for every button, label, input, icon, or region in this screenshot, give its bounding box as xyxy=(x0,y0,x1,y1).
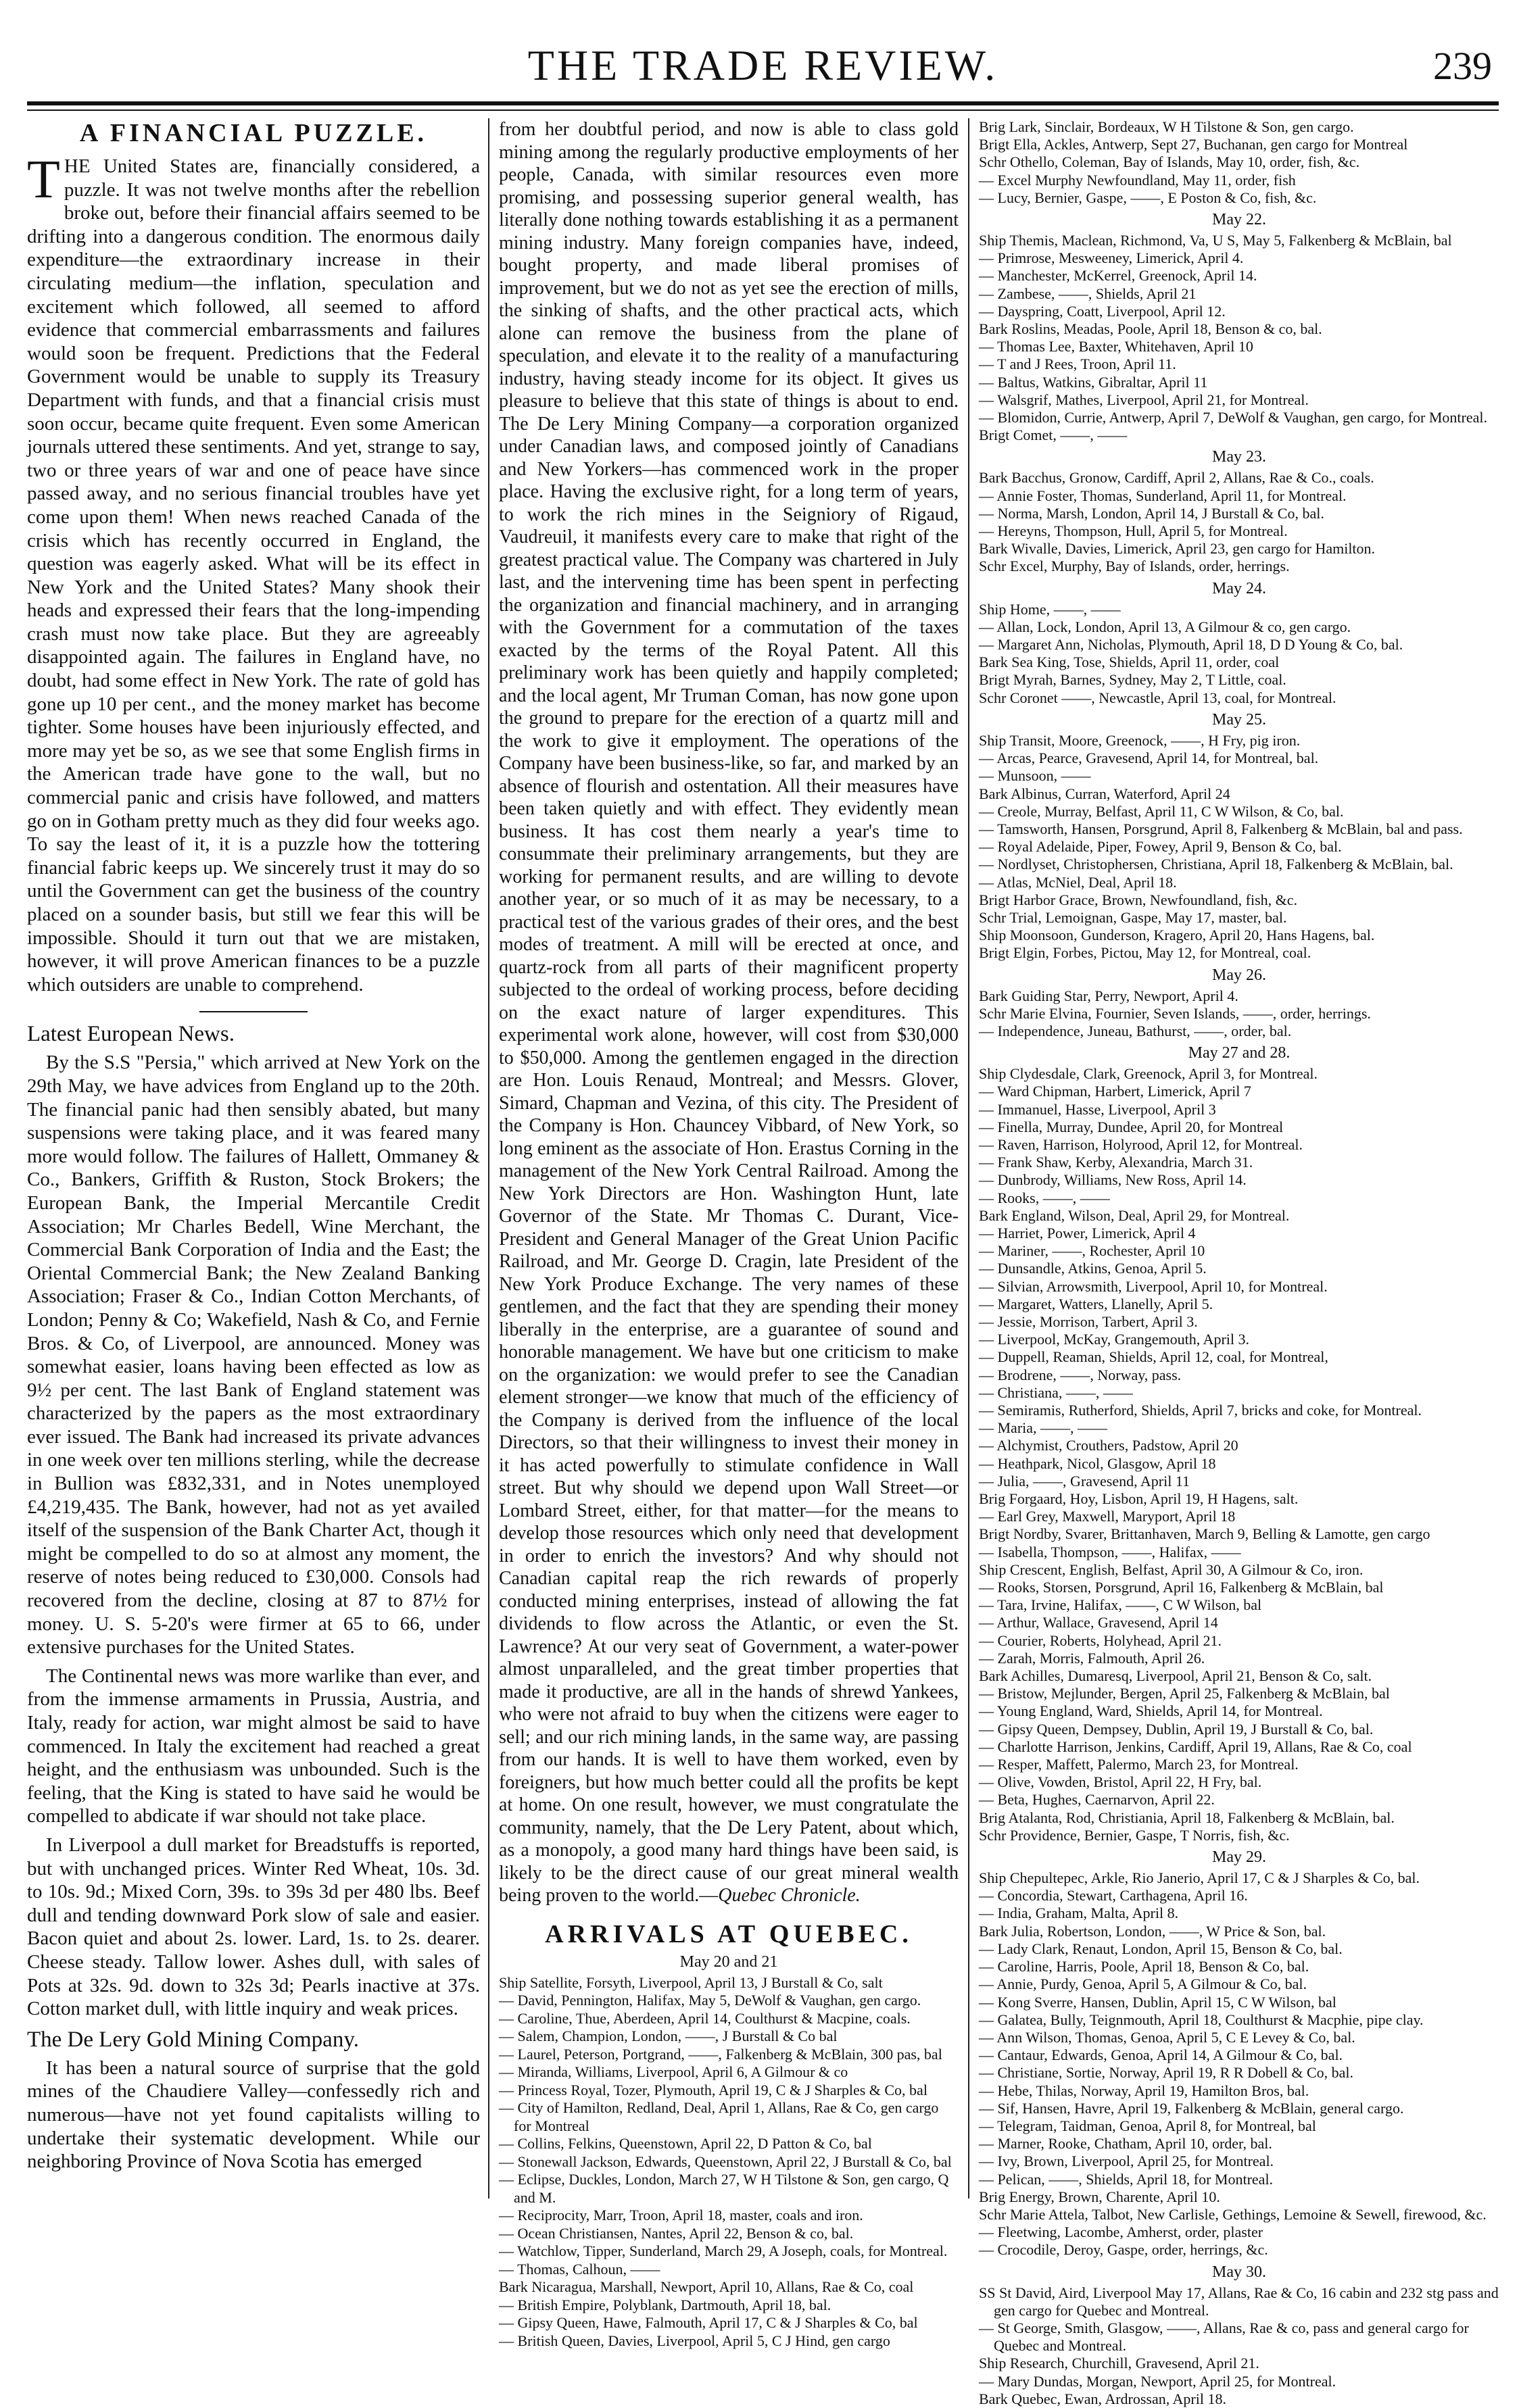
ship-arrival-entry: — Lady Clark, Renaut, London, April 15, Benson & Co, bal. xyxy=(979,1940,1343,1957)
ship-arrival-entry: — Stonewall Jackson, Edwards, Queenstown, April 22, J Burstall & Co, bal xyxy=(499,2153,952,2170)
ship-arrival-entry: Ship Satellite, Forsyth, Liverpool, April 13, J Burstall & Co, salt xyxy=(499,1973,883,1991)
ship-arrival-entry: Bark Roslins, Meadas, Poole, April 18, Benson & co, bal. xyxy=(979,320,1322,338)
ship-arrival-entry: — Isabella, Thompson, ——, Halifax, —— xyxy=(979,1543,1241,1561)
ship-arrival-entry: Brigt Myrah, Barnes, Sydney, May 2, T Little, coal. xyxy=(979,671,1286,689)
page-number: 239 xyxy=(1433,44,1492,88)
ship-arrival-entry: Ship Moonsoon, Gunderson, Kragero, April 20, Hans Hagens, bal. xyxy=(979,927,1375,944)
column-divider xyxy=(488,118,489,2198)
ship-arrival-entry: — Laurel, Peterson, Portgrand, ——, Falkenberg & McBlain, 300 pas, bal xyxy=(499,2045,942,2063)
date-heading: May 24. xyxy=(1212,579,1266,597)
ship-arrival-entry: — Arthur, Wallace, Gravesend, April 14 xyxy=(979,1614,1218,1631)
ship-arrival-entry: — Primrose, Mesweeney, Limerick, April 4. xyxy=(979,249,1244,267)
ship-arrival-entry: Schr Trial, Lemoignan, Gaspe, May 17, master, bal. xyxy=(979,908,1287,926)
ship-arrival-entry: — Margaret Ann, Nicholas, Plymouth, April 18, D D Young & Co, bal. xyxy=(979,636,1403,654)
ship-arrival-entry: Bark Nicaragua, Marshall, Newport, April 10, Allans, Rae & Co, coal xyxy=(499,2278,914,2295)
ship-arrival-entry: — Caroline, Harris, Poole, April 18, Benson & Co, bal. xyxy=(979,1958,1309,1975)
ship-list xyxy=(979,118,1499,207)
ship-arrival-entry: Bark Julia, Robertson, London, ——, W Price & Son, bal. xyxy=(979,1922,1326,1940)
ship-arrival-entry: — Telegram, Taidman, Genoa, April 8, for Montreal, bal xyxy=(979,2117,1316,2134)
ship-list xyxy=(979,732,1499,962)
column-1 xyxy=(27,118,480,2198)
ship-arrival-entry: — Heathpark, Nicol, Glasgow, April 18 xyxy=(979,1454,1216,1472)
ship-arrival-entry: — Caroline, Thue, Aberdeen, April 14, Coulthurst & Macpine, coals. xyxy=(499,2009,911,2027)
ship-arrival-entry: Schr Othello, Coleman, Bay of Islands, May 10, order, fish, &c. xyxy=(979,153,1360,171)
ship-arrival-entry: — Hereyns, Thompson, Hull, April 5, for Montreal. xyxy=(979,522,1288,540)
ship-list xyxy=(499,1974,959,2351)
ship-list xyxy=(979,1869,1499,2259)
ship-arrival-entry: — Tamsworth, Hansen, Porsgrund, April 8, Falkenberg & McBlain, bal and pass. xyxy=(979,820,1463,837)
ship-arrival-entry: — Dunsandle, Atkins, Genoa, April 5. xyxy=(979,1260,1207,1277)
date-heading: May 23. xyxy=(1212,448,1266,466)
ship-arrival-entry: Schr Marie Elvina, Fournier, Seven Islands, ——, order, herrings. xyxy=(979,1004,1371,1022)
ship-arrival-entry: — Hebe, Thilas, Norway, April 19, Hamilton Bros, bal. xyxy=(979,2082,1309,2099)
page-header xyxy=(27,41,1499,101)
ship-arrival-entry: — Ward Chipman, Harbert, Limerick, April 7 xyxy=(979,1083,1251,1100)
ship-arrival-entry: — Blomidon, Currie, Antwerp, April 7, DeWolf & Vaughan, gen cargo, for Montreal. xyxy=(979,409,1488,426)
ship-arrival-entry: Brig Energy, Brown, Charente, April 10. xyxy=(979,2188,1220,2205)
ship-arrival-entry: — Ann Wilson, Thomas, Genoa, April 5, C E Levey & Co, bal. xyxy=(979,2028,1355,2046)
ship-arrival-entry: Brigt Harbor Grace, Brown, Newfoundland, fish, &c. xyxy=(979,891,1298,908)
article-paragraph xyxy=(499,118,959,1907)
ship-arrival-entry: — Julia, ——, Gravesend, April 11 xyxy=(979,1472,1190,1490)
ship-arrival-entry: — Tara, Irvine, Halifax, ——, C W Wilson, bal xyxy=(979,1596,1262,1614)
ship-arrival-entry: — Ivy, Brown, Liverpool, April 25, for Montreal. xyxy=(979,2153,1274,2170)
ship-arrival-entry: Ship Clydesdale, Clark, Greenock, April 3, for Montreal. xyxy=(979,1065,1318,1083)
ship-list xyxy=(979,601,1499,707)
ship-arrival-entry: — St George, Smith, Glasgow, ——, Allans, Rae & co, pass and general cargo for Quebec and Montreal. xyxy=(979,2319,1469,2355)
publication-title: THE TRADE REVIEW. xyxy=(527,41,998,89)
ship-arrival-entry: — Kong Sverre, Hansen, Dublin, April 15, C W Wilson, bal xyxy=(979,1993,1336,2011)
ship-arrival-entry: — Watchlow, Tipper, Sunderland, March 29, A Joseph, coals, for Montreal. xyxy=(499,2242,948,2259)
ship-arrival-entry: — Silvian, Arrowsmith, Liverpool, April 10, for Montreal. xyxy=(979,1277,1328,1295)
ship-arrival-entry: Ship Chepultepec, Arkle, Rio Janerio, April 17, C & J Sharples & Co, bal. xyxy=(979,1869,1420,1887)
ship-list xyxy=(979,2284,1499,2408)
ship-arrival-entry: — Gipsy Queen, Hawe, Falmouth, April 17, C & J Sharples & Co, bal xyxy=(499,2314,918,2331)
article-paragraph: In Liverpool a dull market for Breadstuffs is reported, but with unchanged prices. Winter Red Wheat, 10s. 3d. to 10s. 9d.; Mixed Corn, 39s. to 39s 3d per 480 lbs. Beef dull and tending downward Pork slow of sale and easier. Bacon quiet and about 2s. lower. Lard, 1s. to 2s. dearer. Cheese steady. Tallow lower. Ashes dull, with sales of Pots at 32s. 9d. down to 32s 3d; Pearls inactive at 37s. Cotton market dull, with little inquiry and weak prices. xyxy=(27,1834,480,2020)
ship-arrival-entry: — Semiramis, Rutherford, Shields, April 7, bricks and coke, for Montreal. xyxy=(979,1402,1422,1419)
ship-arrival-entry: — Earl Grey, Maxwell, Maryport, April 18 xyxy=(979,1508,1236,1525)
ship-arrival-entry: — Eclipse, Duckles, London, March 27, W H Tilstone & Son, gen cargo, Q and M. xyxy=(499,2171,949,2206)
ship-arrival-entry: — India, Graham, Malta, April 8. xyxy=(979,1905,1179,1922)
header-rule xyxy=(27,101,1499,105)
ship-arrival-entry: — Brodrene, ——, Norway, pass. xyxy=(979,1366,1182,1383)
ship-arrival-entry: Ship Research, Churchill, Gravesend, April 21. xyxy=(979,2355,1259,2372)
ship-arrival-entry: — Thomas Lee, Baxter, Whitehaven, April 10 xyxy=(979,338,1253,355)
ship-arrival-entry: — Ocean Christiansen, Nantes, April 22, Benson & co, bal. xyxy=(499,2224,854,2242)
column-divider xyxy=(968,118,969,2198)
ship-arrival-entry: — Olive, Vowden, Bristol, April 22, H Fry, bal. xyxy=(979,1773,1262,1791)
ship-arrival-entry: — Finella, Murray, Dundee, April 20, for Montreal xyxy=(979,1118,1284,1135)
ship-arrival-entry: — Cantaur, Edwards, Genoa, April 14, A Gilmour & Co, bal. xyxy=(979,2046,1343,2064)
ship-arrival-entry: Ship Transit, Moore, Greenock, ——, H Fry, pig iron. xyxy=(979,731,1301,749)
ship-arrival-entry: — Atlas, McNiel, Deal, April 18. xyxy=(979,873,1177,891)
article-source: Quebec Chronicle. xyxy=(718,1885,861,1906)
ship-arrival-entry: Bark England, Wilson, Deal, April 29, for Montreal. xyxy=(979,1206,1290,1224)
drop-cap: T xyxy=(27,150,60,210)
ship-arrival-entry: Schr Coronet ——, Newcastle, April 13, coal, for Montreal. xyxy=(979,689,1336,706)
ship-arrival-entry: Bark Sea King, Tose, Shields, April 11, order, coal xyxy=(979,654,1280,671)
ship-arrival-entry: — Resper, Maffett, Palermo, March 23, for Montreal. xyxy=(979,1756,1299,1773)
ship-list xyxy=(979,987,1499,1041)
ship-arrival-entry: — Fleetwing, Lacombe, Amherst, order, plaster xyxy=(979,2223,1263,2241)
ship-arrival-entry: — City of Hamilton, Redland, Deal, April 1, Allans, Rae & Co, gen cargo for Montreal xyxy=(499,2099,939,2134)
ship-arrival-entry: Brigt Elgin, Forbes, Pictou, May 12, for Montreal, coal. xyxy=(979,944,1311,962)
ship-arrival-entry: — Young England, Ward, Shields, April 14, for Montreal. xyxy=(979,1702,1323,1720)
section-heading: Latest European News. xyxy=(27,1022,235,1047)
ship-arrival-entry: — Dayspring, Coatt, Liverpool, April 12. xyxy=(979,302,1226,320)
ship-arrival-entry: — Immanuel, Hasse, Liverpool, April 3 xyxy=(979,1100,1216,1118)
ship-arrival-entry: — Princess Royal, Tozer, Plymouth, April 19, C & J Sharples & Co, bal xyxy=(499,2081,927,2098)
ship-arrival-entry: Ship Themis, Maclean, Richmond, Va, U S, May 5, Falkenberg & McBlain, bal xyxy=(979,232,1452,249)
date-heading: May 30. xyxy=(1212,2263,1266,2281)
ship-arrival-entry: — Zarah, Morris, Falmouth, April 26. xyxy=(979,1649,1205,1667)
ship-arrival-entry: — Arcas, Pearce, Gravesend, April 14, for Montreal, bal. xyxy=(979,750,1319,767)
ship-arrival-entry: — Creole, Murray, Belfast, April 11, C W Wilson, & Co, bal. xyxy=(979,802,1344,820)
ship-arrival-entry: Bark Quebec, Ewan, Ardrossan, April 18. xyxy=(979,2390,1226,2407)
ship-arrival-entry: — Liverpool, McKay, Grangemouth, April 3. xyxy=(979,1331,1249,1348)
header-rule-thin xyxy=(27,109,1499,111)
ship-arrival-entry: Ship Crescent, English, Belfast, April 30, A Gilmour & Co, iron. xyxy=(979,1561,1364,1578)
ship-arrival-entry: — British Queen, Davies, Liverpool, April 5, C J Hind, gen cargo xyxy=(499,2332,890,2349)
ship-arrival-entry: — Jessie, Morrison, Tarbert, April 3. xyxy=(979,1312,1198,1330)
ship-arrival-entry: — Allan, Lock, London, April 13, A Gilmour & co, gen cargo. xyxy=(979,618,1351,635)
ship-arrival-entry: — Mary Dundas, Morgan, Newport, April 25, for Montreal. xyxy=(979,2372,1336,2390)
ship-arrival-entry: — Harriet, Power, Limerick, April 4 xyxy=(979,1224,1196,1242)
ship-arrival-entry: — Christiane, Sortie, Norway, April 19, R R Dobell & Co, bal. xyxy=(979,2064,1354,2082)
ship-arrival-entry: Brig Atalanta, Rod, Christiania, April 18, Falkenberg & McBlain, bal. xyxy=(979,1809,1395,1826)
article-text: HE United States are, financially considered, a puzzle. It was not twelve months after the rebellion broke out, before their financial affairs seemed to be drifting into a dangerous condition. The enormous daily expenditure—the extraordinary increase in their circulating medium—the inflation, speculation and excitement which followed, all seemed to afford evidence that commercial embarrassments and failures would soon be frequent. Predictions that the Federal Government would be unable to supply its Treasury Department with funds, and that a financial crisis must soon occur, became quite frequent. Even some American journals uttered these sentiments. And yet, strange to say, two or three years of war and one of peace have since passed away, and no serious financial troubles have yet come upon them! When news reached Canada of the crisis which has recently occurred in England, the question was eagerly asked. What will be its effect in New York and the United States? Many shook their heads and expressed their fears that the long-impending crash must now take place. But they are agreeably disappointed again. The failures in England have, no doubt, had some effect in New York. The rate of gold has gone up 10 per cent., and the money market has become tighter. Some houses have been injuriously effected, and more may yet be so, as we see that some English firms in the American trade have gone to the wall, but no commercial panic and crisis have followed, and matters go on in Gotham pretty much as they did four weeks ago. To say the least of it, it is a puzzle how the tottering financial fabric keeps up. We sincerely trust it may do so until the Government can get the business of the country placed on a sounder basis, but still we fear this will be impossible. Should it turn out that we are mistaken, however, it will prove American finances to be a puzzle which outsiders are unable to comprehend. xyxy=(27,155,480,996)
date-heading: May 27 and 28. xyxy=(1188,1044,1291,1062)
ship-arrival-entry: Brig Forgaard, Hoy, Lisbon, April 19, H Hagens, salt. xyxy=(979,1490,1299,1508)
date-heading: May 29. xyxy=(1212,1848,1266,1867)
ship-arrival-entry: — Norma, Marsh, London, April 14, J Burstall & Co, bal. xyxy=(979,504,1324,522)
ship-arrival-entry: — Rooks, Storsen, Porsgrund, April 16, Falkenberg & McBlain, bal xyxy=(979,1579,1384,1596)
ship-arrival-entry: — Concordia, Stewart, Carthagena, April 16. xyxy=(979,1887,1248,1905)
ship-arrival-entry: Schr Excel, Murphy, Bay of Islands, order, herrings. xyxy=(979,558,1290,575)
ship-arrival-entry: Schr Marie Attela, Talbot, New Carlisle, Gethings, Lemoine & Sewell, firewood, &c. xyxy=(979,2205,1487,2223)
ship-arrival-entry: — Annie, Purdy, Genoa, April 5, A Gilmour & Co, bal. xyxy=(979,1975,1307,1993)
column-3 xyxy=(979,118,1499,2407)
ship-arrival-entry: — Sif, Hansen, Havre, April 19, Falkenberg & McBlain, general cargo. xyxy=(979,2099,1404,2117)
ship-arrival-entry: — Reciprocity, Marr, Troon, April 18, master, coals and iron. xyxy=(499,2207,863,2223)
ship-arrival-entry: — T and J Rees, Troon, April 11. xyxy=(979,355,1176,373)
ship-arrival-entry: — Walsgrif, Mathes, Liverpool, April 21, for Montreal. xyxy=(979,391,1309,408)
ship-arrival-entry: — Excel Murphy Newfoundland, May 11, order, fish xyxy=(979,171,1296,189)
ship-arrival-entry: — Maria, ——, —— xyxy=(979,1419,1108,1437)
ship-arrival-entry: — Charlotte Harrison, Jenkins, Cardiff, April 19, Allans, Rae & Co, coal xyxy=(979,1738,1412,1755)
ship-arrival-entry: Bark Achilles, Dumaresq, Liverpool, April 21, Benson & Co, salt. xyxy=(979,1667,1372,1685)
ship-arrival-entry: — Nordlyset, Christophersen, Christiana, April 18, Falkenberg & McBlain, bal. xyxy=(979,856,1453,873)
ship-list xyxy=(979,1065,1499,1844)
article-heading: A FINANCIAL PUZZLE. xyxy=(79,119,428,147)
ship-list xyxy=(979,469,1499,575)
ship-arrival-entry: — Alchymist, Crouthers, Padstow, April 20 xyxy=(979,1437,1238,1454)
ship-arrival-entry: — Bristow, Mejlunder, Bergen, April 25, Falkenberg & McBlain, bal xyxy=(979,1685,1390,1702)
section-heading: The De Lery Gold Mining Company. xyxy=(27,2027,359,2052)
ship-arrival-entry: — Dunbrody, Williams, New Ross, April 14. xyxy=(979,1171,1247,1189)
ship-arrival-entry: — Gipsy Queen, Dempsey, Dublin, April 19, J Burstall & Co, bal. xyxy=(979,1720,1374,1738)
ship-arrival-entry: — Independence, Juneau, Bathurst, ——, order, bal. xyxy=(979,1022,1292,1039)
ship-arrival-entry: — Frank Shaw, Kerby, Alexandria, March 31. xyxy=(979,1154,1253,1171)
ship-arrival-entry: — David, Pennington, Halifax, May 5, DeWolf & Vaughan, gen cargo. xyxy=(499,1992,921,2009)
ship-arrival-entry: Brig Lark, Sinclair, Bordeaux, W H Tilstone & Son, gen cargo. xyxy=(979,118,1354,135)
ship-arrival-entry: — Mariner, ——, Rochester, April 10 xyxy=(979,1242,1205,1260)
ship-arrival-entry: — Collins, Felkins, Queenstown, April 22, D Patton & Co, bal xyxy=(499,2135,872,2152)
ship-arrival-entry: — Royal Adelaide, Piper, Fowey, April 9, Benson & Co, bal. xyxy=(979,838,1342,856)
ship-arrival-entry: — Christiana, ——, —— xyxy=(979,1383,1133,1401)
article-paragraph xyxy=(27,150,480,996)
ship-list xyxy=(979,232,1499,444)
ship-arrival-entry: Bark Guiding Star, Perry, Newport, April 4. xyxy=(979,987,1238,1004)
ship-arrival-entry: Bark Wivalle, Davies, Limerick, April 23, gen cargo for Hamilton. xyxy=(979,540,1376,558)
article-paragraph: By the S.S "Persia," which arrived at New York on the 29th May, we have advices from England up to the 20th. The financial panic had then sensibly abated, but many suspensions were taking place, and it was feared many more would follow. The failures of Hallett, Ommaney & Co., Bankers, Griffith & Ruston, Stock Brokers; the European Bank, the Imperial Mercantile Credit Association; Mr Charles Bedell, Wine Merchant, the Commercial Bank Corporation of India and the East; the Oriental Commercial Bank; the New Zealand Banking Association; Fraser & Co., Indian Cotton Merchants, of London; Penny & Co; Wakefield, Nash & Co, and Fernie Bros. & Co, of Liverpool, are announced. Money was somewhat easier, loans having been effected as low as 9½ per cent. The last Bank of England statement was characterized by the papers as the most extraordinary ever issued. The Bank had increased its private advances in one week over ten millions sterling, while the decrease in Bullion was £832,331, and in Notes unemployed £4,219,435. The Bank, however, had not as yet availed itself of the suspension of the Bank Charter Act, though it might be compelled to do so at almost any moment, the reserve of notes being reduced to £30,000. Consols had recovered from the decline, closing at 87 to 87½ for money. U. S. 5-20's were firmer at 65 to 66, under extensive purchases for the United States. xyxy=(27,1052,480,1658)
ship-arrival-entry: Brigt Ella, Ackles, Antwerp, Sept 27, Buchanan, gen cargo for Montreal xyxy=(979,136,1408,153)
article-text: from her doubtful period, and now is able to class gold mining among the regularly productive employments of her people, Canada, with similar resources even more promising, and possessing superior general wealth, has literally done nothing towards establishing it as a permanent mining industry. Many foreign companies have, indeed, bought property, and made liberal promises of improvement, but we do not as yet see the erection of mills, the sinking of shafts, and the other practical acts, which alone can remove the business from the plane of speculation, and elevate it to the reality of a manufacturing industry, having steady income for its object. It gives us pleasure to believe that this state of things is about to end. The De Lery Mining Company—a corporation organized under Canadian laws, and composed jointly of Canadians and New Yorkers—has commenced work in the proper place. Having the exclusive right, for a long term of years, to work the rich mines in the Seigniory of Rigaud, Vaudreuil, it manifests every care to make that right of the greatest practical value. The Company was chartered in July last, and the intervening time has been spent in perfecting the organization and financial machinery, and in arranging with the Government for a commutation of the taxes exacted by the terms of the Royal Patent. All this preliminary work has been quietly and happily completed; and the local agent, Mr Truman Coman, has now gone upon the ground to prepare for the erection of a quartz mill and the work to give it employment. The operations of the Company have been business-like, so far, and marked by an absence of flourish and ostentation. All their measures have been taken quietly and with effect. They evidently mean business. It has cost them nearly a year's time to consummate their preliminary arrangements, but they are working for permanent results, and are willing to devote another year, or so much of it as may be necessary, to a practical test of the various grades of their ores, and the best modes of treatment. A mill will be erected at once, and quartz-rock from all parts of their magnificent property subjected to the ordeal of working process, before deciding on the exact nature of larger expenditures. This experimental work alone, however, will cost from $30,000 to $50,000. Among the gentlemen engaged in the direction are Hon. Louis Renaud, Montreal; and Messrs. Glover, Simard, Chapman and Vezina, of this city. The President of the Company is Hon. Chauncey Vibbard, of New York, so long eminent as the associate of Hon. Erastus Corning in the management of the New York Central Railroad. Among the New York Directors are Hon. Washington Hunt, late Governor of the State. Mr Thomas C. Durant, Vice-President and General Manager of the Great Union Pacific Railroad, and Mr. George D. Cragin, late President of the New York Produce Exchange. The very names of these gentlemen, and the fact that they are spending their money liberally in the enterprise, are a guarantee of sound and honorable management. We have but one criticism to make on the organization: we would prefer to see the Canadian element stronger—we know that much of the efficiency of the Company is derived from the influence of the local Directors, so that their willingness to invest their money in it has acted powerfully to stimulate confidence in Wall street. But why should we depend upon Wall Street—or Lombard Street, either, for that matter—for the means to develop those resources which only need that development in order to enrich the investors? And why should not Canadian capital reap the rich rewards of properly conducted mining enterprises, instead of allowing the fat dividends to flow across the Atlantic, or even the St. Lawrence? At our very seat of Government, a water-power almost unparalleled, and the great timber properties that made it productive, are all in the hands of shrewd Yankees, who were not afraid to buy when the citizens were eager to sell; and our rich mining lands, in the same way, are passing from our hands. It is well to have them worked, even by foreigners, but how much better could all the profits be kept at home. On one result, however, we must congratulate the community, namely, that the De Lery Patent, about which, as a monopoly, a good many hard things have been said, is likely to be the direct cause of our great mineral wealth being proven to the world.— xyxy=(499,119,959,1906)
ship-arrival-entry: — Raven, Harrison, Holyrood, April 12, for Montreal. xyxy=(979,1135,1303,1153)
column-2 xyxy=(499,118,959,2349)
ship-arrival-entry: — Rooks, ——, —— xyxy=(979,1189,1110,1206)
ship-arrival-entry: — Annie Foster, Thomas, Sunderland, April 11, for Montreal. xyxy=(979,487,1347,504)
arrivals-heading: ARRIVALS AT QUEBEC. xyxy=(545,1919,913,1948)
ship-arrival-entry: — Margaret, Watters, Llanelly, April 5. xyxy=(979,1295,1213,1312)
ship-arrival-entry: — Marner, Rooke, Chatham, April 10, order, bal. xyxy=(979,2135,1272,2153)
ship-arrival-entry: — Zambese, ——, Shields, April 21 xyxy=(979,285,1197,302)
ship-arrival-entry: — Miranda, Williams, Liverpool, April 6, A Gilmour & co xyxy=(499,2063,848,2080)
ship-arrival-entry: SS St David, Aird, Liverpool May 17, Allans, Rae & Co, 16 cabin and 232 stg pass and gen cargo for Quebec and Montreal. xyxy=(979,2284,1499,2319)
ship-arrival-entry: — Manchester, McKerrel, Greenock, April 14. xyxy=(979,267,1257,285)
ship-arrival-entry: — Munsoon, —— xyxy=(979,767,1091,785)
date-heading: May 26. xyxy=(1212,966,1266,984)
date-heading: May 25. xyxy=(1212,710,1266,729)
date-heading: May 22. xyxy=(1212,211,1266,229)
ship-arrival-entry: — Crocodile, Deroy, Gaspe, order, herrings, &c. xyxy=(979,2241,1268,2259)
ship-arrival-entry: — Baltus, Watkins, Gibraltar, April 11 xyxy=(979,373,1208,391)
ship-arrival-entry: — British Empire, Polyblank, Dartmouth, April 18, bal. xyxy=(499,2296,831,2313)
ship-arrival-entry: Ship Home, ——, —— xyxy=(979,600,1121,618)
ship-arrival-entry: Brigt Nordby, Svarer, Brittanhaven, March 9, Belling & Lamotte, gen cargo xyxy=(979,1525,1430,1543)
ship-arrival-entry: — Lucy, Bernier, Gaspe, ——, E Poston & Co, fish, &c. xyxy=(979,189,1317,206)
ship-arrival-entry: — Thomas, Calhoun, —— xyxy=(499,2260,660,2278)
ship-arrival-entry: — Pelican, ——, Shields, April 18, for Montreal. xyxy=(979,2170,1274,2188)
section-separator xyxy=(199,1011,308,1012)
article-paragraph: It has been a natural source of surprise that the gold mines of the Chaudiere Valley—confessedly rich and numerous—have not yet found capitalists willing to undertake their systematic development. While our neighboring Province of Nova Scotia has emerged xyxy=(27,2057,480,2173)
ship-arrival-entry: Bark Albinus, Curran, Waterford, April 24 xyxy=(979,785,1230,802)
article-paragraph: The Continental news was more warlike than ever, and from the immense armaments in Prussia, Austria, and Italy, ready for action, war might almost be said to have commenced. In Italy the excitement had reached a great height, and the enthusiasm was unbounded. Such is the feeling, that the King is stated to have said he would be compelled to abdicate if war should not take place. xyxy=(27,1665,480,1827)
ship-arrival-entry: — Beta, Hughes, Caernarvon, April 22. xyxy=(979,1791,1215,1809)
ship-arrival-entry: — Courier, Roberts, Holyhead, April 21. xyxy=(979,1631,1222,1649)
ship-arrival-entry: Schr Providence, Bernier, Gaspe, T Norris, fish, &c. xyxy=(979,1826,1290,1844)
ship-arrival-entry: Bark Bacchus, Gronow, Cardiff, April 2, Allans, Rae & Co., coals. xyxy=(979,469,1374,487)
ship-arrival-entry: Brigt Comet, ——, —— xyxy=(979,426,1128,444)
ship-arrival-entry: — Salem, Champion, London, ——, J Burstall & Co bal xyxy=(499,2028,838,2044)
date-heading: May 20 and 21 xyxy=(679,1952,778,1971)
ship-arrival-entry: — Duppell, Reaman, Shields, April 12, coal, for Montreal, xyxy=(979,1348,1328,1366)
ship-arrival-entry: — Galatea, Bully, Teignmouth, April 18, Coulthurst & Macphie, pipe clay. xyxy=(979,2011,1424,2028)
